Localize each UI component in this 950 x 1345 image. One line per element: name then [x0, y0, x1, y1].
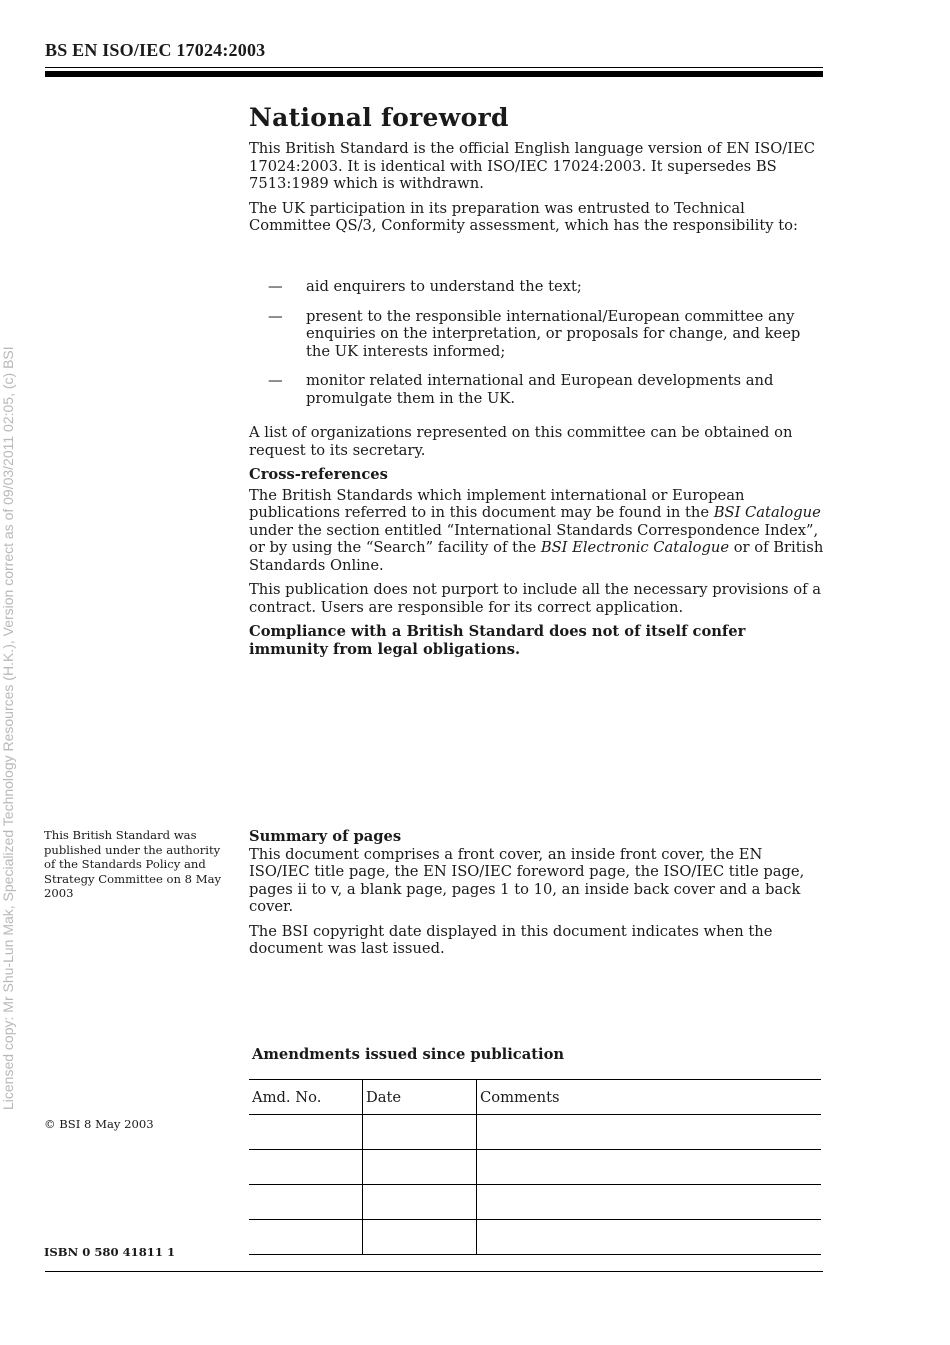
- table-cell: [477, 1220, 822, 1255]
- table-cell: [249, 1220, 363, 1255]
- provisions-paragraph: This publication does not purport to include all the necessary provisions of a contract. Users are responsible for its correct application.: [249, 581, 821, 616]
- participation-paragraph: The UK participation in its preparation was entrusted to Technical Committee QS/3, Conformity assessment, which has the responsibility to:: [249, 199, 798, 234]
- column-header-comments: Comments: [477, 1080, 822, 1115]
- foreword-intro-block: [249, 140, 827, 242]
- compliance-statement: Compliance with a British Standard does not of itself confer immunity from legal obligations.: [249, 623, 746, 658]
- cross-references-heading: Cross-references: [249, 466, 388, 483]
- table-cell: [249, 1115, 363, 1150]
- footer-rule: [45, 1271, 823, 1272]
- amendments-table: [249, 1079, 821, 1255]
- cross-ref-text-3: or of British Standards Online.: [249, 539, 824, 574]
- copyright-date-paragraph: The BSI copyright date displayed in this document indicates when the document was last issued.: [249, 922, 773, 957]
- summary-block: [249, 828, 827, 965]
- list-item: [268, 308, 828, 361]
- responsibility-list: [268, 278, 828, 419]
- table-row: [249, 1115, 821, 1150]
- dash-marker: —: [268, 278, 283, 295]
- table-cell: [249, 1185, 363, 1220]
- table-cell: [249, 1150, 363, 1185]
- cross-references-paragraph: [249, 487, 827, 575]
- table-header-row: [249, 1080, 821, 1115]
- cross-ref-text-2: under the section entitled “International Standards Correspondence Index”, or by using the “Search” facility of the: [249, 521, 819, 556]
- table-cell: [477, 1150, 822, 1185]
- intro-paragraph: This British Standard is the official English language version of EN ISO/IEC 17024:2003. It is identical with ISO/IEC 17024:2003. It supersedes BS 7513:1989 which is withdrawn.: [249, 140, 815, 192]
- table-cell: [363, 1220, 477, 1255]
- table-row: [249, 1150, 821, 1185]
- foreword-body-block: [249, 424, 827, 665]
- license-watermark: Licensed copy: Mr Shu-Lun Mak, Specialized Technology Resources (H.K.), Version correct as of 09/03/2011 02:05, (c) BSI: [0, 346, 16, 1110]
- table-cell: [477, 1185, 822, 1220]
- cross-ref-text-1: The British Standards which implement international or European publications referred to in this document may be found in the: [249, 486, 745, 521]
- table-cell: [363, 1115, 477, 1150]
- dash-marker: —: [268, 372, 283, 389]
- document-code: BS EN ISO/IEC 17024:2003: [45, 40, 266, 60]
- list-item-text: monitor related international and European developments and promulgate them in the UK.: [306, 372, 774, 407]
- list-item: [268, 278, 828, 296]
- column-header-date: Date: [363, 1080, 477, 1115]
- header-rule-thin: [45, 67, 823, 68]
- table-cell: [363, 1185, 477, 1220]
- organizations-paragraph: A list of organizations represented on this committee can be obtained on request to its secretary.: [249, 424, 793, 459]
- table-cell: [477, 1115, 822, 1150]
- list-item-text: aid enquirers to understand the text;: [306, 278, 582, 295]
- table-row: [249, 1185, 821, 1220]
- list-item-text: present to the responsible international/European committee any enquiries on the interpretation, or proposals for change, and keep the UK interests informed;: [306, 307, 801, 360]
- bsi-catalogue-title: BSI Catalogue: [713, 504, 821, 521]
- header-rule-thick: [45, 71, 823, 77]
- copyright-notice: © BSI 8 May 2003: [44, 1117, 154, 1131]
- summary-heading: Summary of pages: [249, 828, 402, 845]
- dash-marker: —: [268, 307, 283, 325]
- column-header-amd-no: Amd. No.: [249, 1080, 363, 1115]
- amendments-title: Amendments issued since publication: [252, 1046, 565, 1063]
- page-title: National foreword: [249, 103, 509, 132]
- table-row: [249, 1220, 821, 1255]
- authority-note: This British Standard was published under the authority of the Standards Policy and Strategy Committee on 8 May 2003: [44, 828, 222, 900]
- list-item: [268, 372, 828, 407]
- isbn-number: ISBN 0 580 41811 1: [44, 1245, 176, 1259]
- table-cell: [363, 1150, 477, 1185]
- bsi-electronic-catalogue-title: BSI Electronic Catalogue: [540, 539, 730, 556]
- summary-paragraph: This document comprises a front cover, an inside front cover, the EN ISO/IEC title page, the EN ISO/IEC foreword page, the ISO/IEC title page, pages ii to v, a blank page, pages 1 to 10, an inside back cover and a back cover.: [249, 845, 805, 915]
